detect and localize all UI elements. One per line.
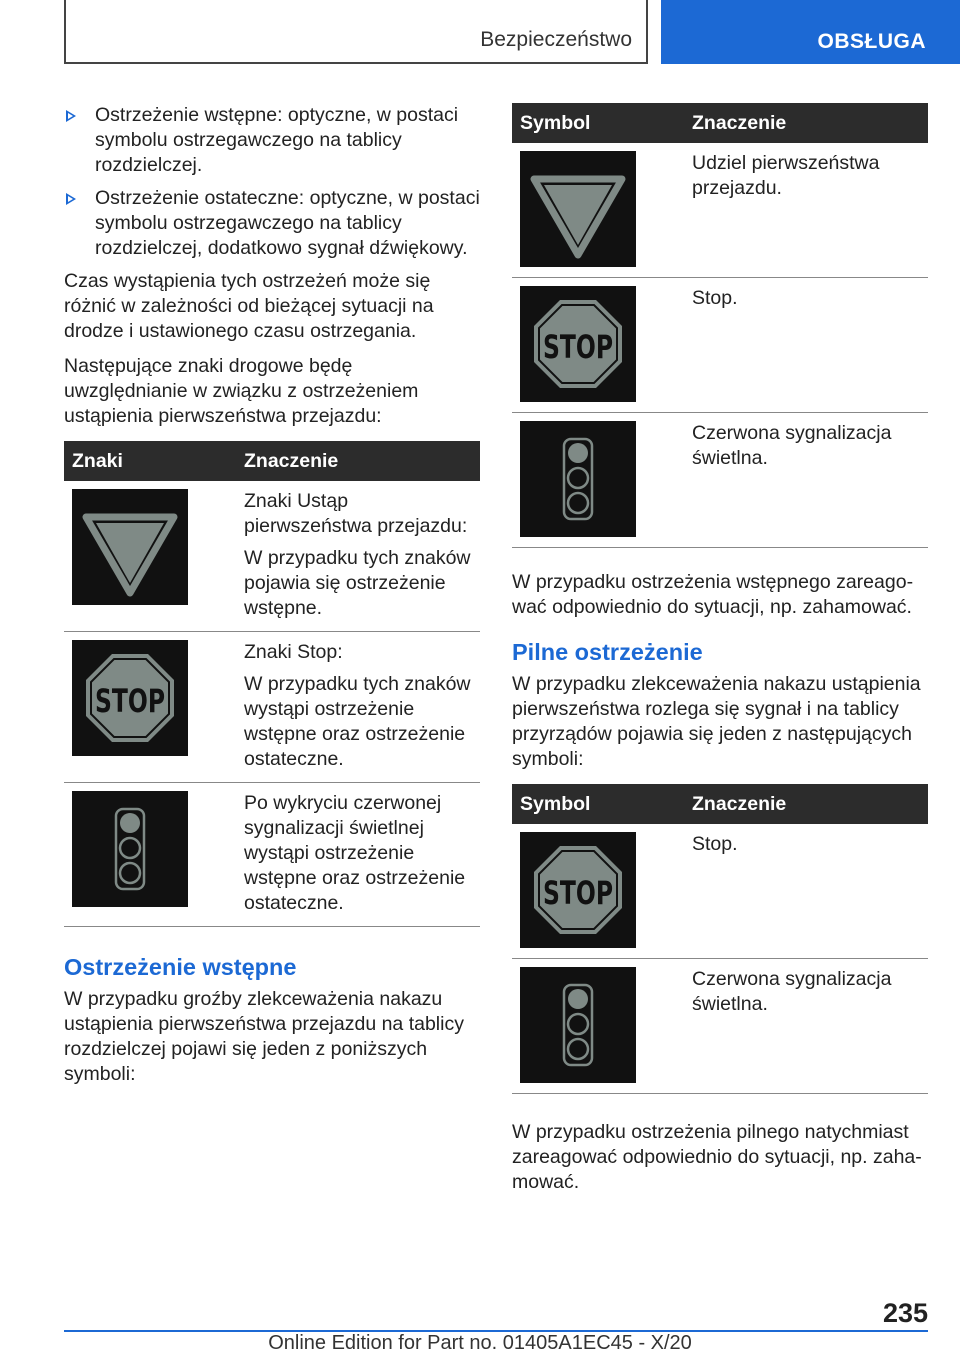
table-cell-text: Czerwona sygnalizacja świetlna. [692, 968, 892, 1015]
paragraph: Czas wystąpienia tych ostrzeżeń może się różnić w zależności od bieżącej sytuacji na drodze i ustawionego czasu ostrzegania. [64, 270, 434, 342]
table-header-cell: Znaczenie [238, 441, 480, 481]
table-header-cell: Symbol [512, 103, 686, 143]
traffic-light-icon [520, 967, 636, 1083]
table-row [64, 632, 480, 783]
table-cell-text: Stop. [692, 287, 738, 309]
table-header-row [64, 441, 480, 481]
table-cell-text: W przypadku tych znaków pojawia się ostrzeżenie wstępne. [244, 547, 471, 619]
table-header-cell: Znaki [64, 441, 238, 481]
stop-sign-text: STOP [543, 328, 613, 366]
stop-sign-icon [72, 640, 188, 756]
chapter-title: OBSŁUGA [817, 30, 926, 53]
table-cell-text: W przypadku tych znaków wystąpi ostrzeżenie wstępne oraz ostrzeżenie ostateczne. [244, 673, 471, 770]
table-row [64, 481, 480, 632]
table-cell-text: Czerwona sygnalizacja świetlna. [692, 422, 892, 469]
table-row [512, 413, 928, 548]
table-cell-text: Udziel pierwszeństwa przejazdu. [692, 152, 880, 199]
bullet-item [64, 103, 480, 178]
traffic-light-icon [520, 421, 636, 537]
table-cell-text: Po wykryciu czerwonej sygnalizacji świetlnej wystąpi ostrzeżenie wstępne oraz ostrzeżenie ostateczne. [244, 792, 466, 914]
paragraph: W przypadku ostrzeżenia wstępnego zareagować odpowiednio do sytuacji, np. zahamować. [512, 571, 914, 618]
section-heading: Ostrzeżenie wstępne [64, 954, 297, 980]
table-cell-text: Znaki Stop: [244, 641, 343, 663]
table-row [512, 278, 928, 413]
table-header-cell: Symbol [512, 784, 686, 824]
right-column [512, 103, 928, 1205]
table-header-row [512, 784, 928, 824]
left-column [64, 103, 480, 1097]
bullet-text: Ostrzeżenie wstępne: optyczne, w postaci symbolu ostrzegawczego na tablicy rozdzielczej. [95, 104, 459, 176]
table-header-cell: Znaczenie [686, 784, 928, 824]
table-header-cell: Znaczenie [686, 103, 928, 143]
table-row [512, 143, 928, 278]
table-row [512, 824, 928, 959]
page-number: 235 [882, 1298, 928, 1328]
stop-sign-icon [520, 832, 636, 948]
table-header-row [512, 103, 928, 143]
section-title: Bezpieczeństwo [480, 28, 632, 51]
header-section-box [64, 0, 648, 64]
bullet-text: Ostrzeżenie ostateczne: optyczne, w postaci symbolu ostrzegawczego na tablicy rozdzielczej, dodatkowo sygnał dźwiękowy. [95, 187, 480, 259]
paragraph: W przypadku groźby zlekceważenia nakazu ustąpienia pierwszeństwa przejazdu na tablicy rozdzielczej pojawi się jeden z poniższych symboli: [64, 988, 464, 1085]
symbols-table [512, 103, 928, 548]
urgent-symbols-table [512, 784, 928, 1094]
bullet-item [64, 186, 480, 261]
paragraph: Następujące znaki drogowe będę uwzględnianie w związku z ostrzeżeniem ustąpienia pierwszeństwa przejazdu: [64, 355, 419, 427]
stop-sign-text: STOP [543, 874, 613, 912]
paragraph: W przypadku ostrzeżenia pilnego natychmiast zareagować odpowiednio do sytuacji, np. zahamować. [512, 1121, 922, 1193]
header-chapter-tab [661, 0, 960, 64]
bullet-triangle-icon [66, 110, 76, 122]
bullet-triangle-icon [66, 193, 76, 205]
traffic-light-icon [72, 791, 188, 907]
signs-table [64, 441, 480, 927]
table-row [512, 959, 928, 1094]
stop-sign-icon [520, 286, 636, 402]
yield-sign-icon [520, 151, 636, 267]
table-row [64, 783, 480, 927]
table-cell-text: Znaki Ustąp pierwszeństwa przejazdu: [244, 490, 468, 537]
stop-sign-text: STOP [95, 682, 165, 720]
table-cell-text: Stop. [692, 833, 738, 855]
yield-sign-icon [72, 489, 188, 605]
section-heading: Pilne ostrzeżenie [512, 639, 703, 665]
edition-text: Online Edition for Part no. 01405A1EC45 - X/20 [268, 1332, 692, 1354]
paragraph: W przypadku zlekceważenia nakazu ustąpienia pierwszeństwa rozlega się sygnał i na tablicy przyrządów pojawia się jeden z następujących symboli: [512, 673, 921, 770]
